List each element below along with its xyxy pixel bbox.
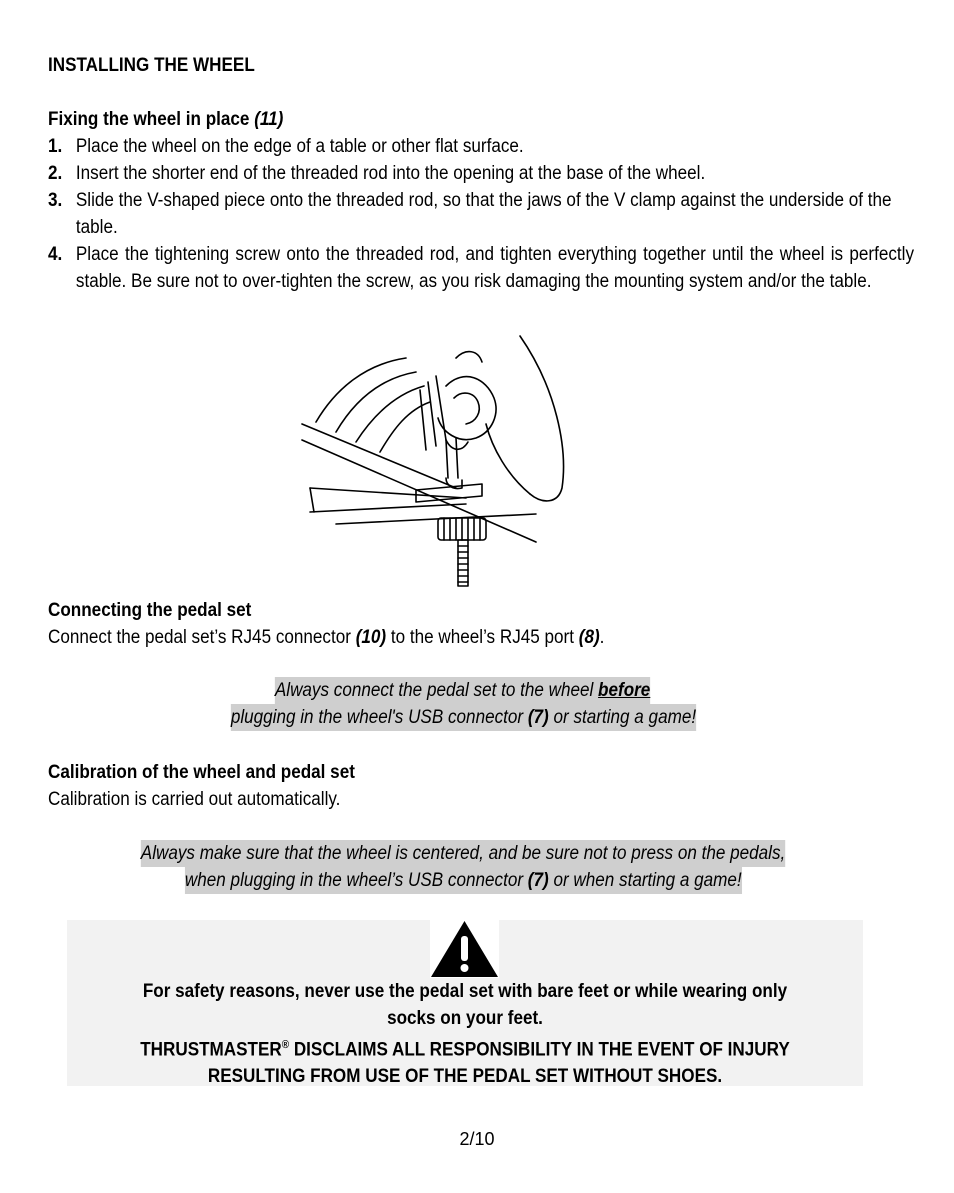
warning-line: RESULTING FROM USE OF THE PEDAL SET WITHOUT SHOES. [207, 1066, 723, 1088]
calibration-text: Calibration is carried out automatically. [48, 789, 341, 810]
step-4 [48, 241, 942, 295]
fixing-steps [48, 133, 914, 295]
calibration-note-ref: (7) [527, 870, 549, 891]
calibration-note-text: or when starting a game! [548, 870, 742, 891]
registered-mark: ® [281, 1039, 290, 1051]
warning-line: socks on your feet. [387, 1008, 543, 1029]
step-number: 1. [48, 136, 63, 157]
calibration-note-text: Always make sure that the wheel is centered, and be sure not to press on the pedals, [141, 840, 785, 867]
warning-line-text: DISCLAIMS ALL RESPONSIBILITY IN THE EVENT OF INJURY [289, 1039, 790, 1061]
fixing-heading-ref: (11) [254, 109, 284, 130]
pedal-ref-port: (8) [578, 627, 600, 648]
calibration-heading: Calibration of the wheel and pedal set [48, 762, 355, 783]
calibration-note [48, 840, 878, 894]
step-number: 2. [48, 163, 63, 184]
pedal-text-part: to the wheel’s RJ45 port [386, 627, 579, 648]
step-number: 4. [48, 244, 63, 265]
pedal-text-part: Connect the pedal set’s RJ45 connector [48, 627, 356, 648]
page-number: 2/10 [459, 1129, 495, 1149]
pedal-note-text: plugging in the wheel's USB connector [230, 707, 528, 728]
pedal-ref-connector: (10) [355, 627, 387, 648]
pedal-text-part: . [599, 627, 605, 648]
step-3 [48, 187, 942, 241]
pedal-note-text: or starting a game! [548, 707, 696, 728]
calibration-note-text: when plugging in the wheel’s USB connector [184, 870, 528, 891]
pedal-note [48, 677, 878, 731]
safety-warning-text [67, 978, 863, 1090]
step-1 [48, 133, 942, 160]
pedal-note-ref: (7) [527, 707, 549, 728]
step-number: 3. [48, 190, 63, 211]
fixing-heading-text: Fixing the wheel in place [48, 109, 250, 130]
warning-line: For safety reasons, never use the pedal set with bare feet or while wearing only [142, 981, 788, 1002]
warning-line [107, 1032, 823, 1063]
wheel-clamp-illustration [296, 328, 576, 590]
warning-triangle-icon [430, 920, 499, 978]
step-text: Insert the shorter end of the threaded rod into the opening at the base of the wheel. [75, 163, 706, 184]
pedal-text [48, 624, 604, 651]
section-title: INSTALLING THE WHEEL [48, 55, 255, 76]
brand-name: THRUSTMASTER [140, 1039, 282, 1061]
step-text: Place the wheel on the edge of a table or other flat surface. [75, 136, 524, 157]
fixing-heading [48, 106, 283, 133]
pedal-heading: Connecting the pedal set [48, 600, 252, 621]
step-text: Slide the V-shaped piece onto the threaded rod, so that the jaws of the V clamp against the underside of the table. [75, 190, 892, 238]
step-text: Place the tightening screw onto the threaded rod, and tighten everything together until the wheel is perfectly stable. Be sure not to over-tighten the screw, as you risk damaging the mounting system and/or the table. [75, 244, 914, 292]
step-2 [48, 160, 942, 187]
pedal-note-emphasis: before [598, 680, 651, 701]
warning-triangle-svg [430, 920, 499, 978]
pedal-note-text: Always connect the pedal set to the wheel [275, 680, 599, 701]
